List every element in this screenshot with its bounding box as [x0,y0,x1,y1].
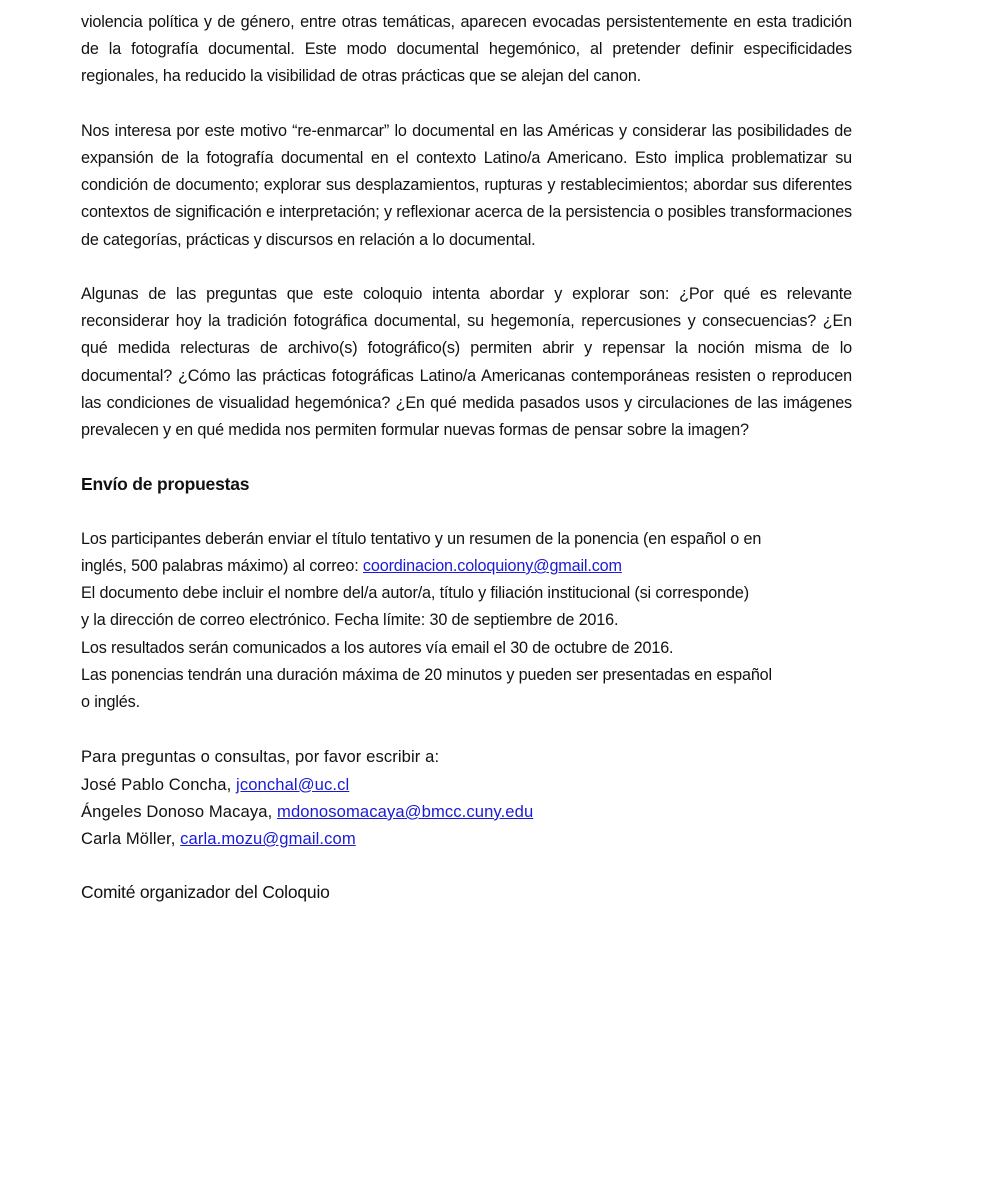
contact-email-link[interactable]: jconchal@uc.cl [236,774,350,794]
contacts-section [81,743,852,852]
paragraph-questions: Algunas de las preguntas que este coloquio intenta abordar y explorar son: ¿Por qué es relevante reconsiderar hoy la tradición fotográfica documental, su hegemonía, repercusiones y consecuencias? ¿En qué medida relecturas de archivo(s) fotográfico(s) permiten abrir y repensar la noción misma de lo documental? ¿Cómo las prácticas fotográficas Latino/a Americanas contemporáneas resisten o reproducen las condiciones de visualidad hegemónica? ¿En qué medida pasados usos y circulaciones de las imágenes prevalecen y en qué medida nos permiten formular nuevas formas de pensar sobre la imagen? [81,285,852,440]
signature: Comité organizador del Coloquio [81,882,330,903]
contact-entry [81,771,852,798]
contact-name: Ángeles Donoso Macaya, [81,801,278,821]
spacer [81,499,852,526]
coordination-email-link[interactable]: coordinacion.coloquiony@gmail.com [362,557,622,575]
spacer [81,444,852,471]
submission-line-deadline: y la dirección de correo electrónico. Fecha límite: 30 de septiembre de 2016. [81,611,619,630]
contact-name: José Pablo Concha, [81,774,237,794]
paragraph-reframing: Nos interesa por este motivo “re-enmarcar” lo documental en las Américas y considerar las posibilidades de expansión de la fotografía documental en el contexto Latino/a Americano. Esto implica problematizar su condición de documento; explorar sus desplazamientos, rupturas y restablecimientos; abordar sus diferentes contextos de significación e interpretación; y reflexionar acerca de la persistencia o posibles transformaciones de categorías, prácticas y discursos en relación a lo documental. [81,121,852,249]
contacts-intro: Para preguntas o consultas, por favor escribir a: [81,747,440,767]
spacer [81,716,852,743]
document-page [81,9,852,907]
contact-entry [81,825,852,852]
spacer [81,852,852,879]
submission-line: El documento debe incluir el nombre del/a autor/a, título y filiación institucional (si corresponde) [81,584,749,603]
submission-line-results: Los resultados serán comunicados a los autores vía email el 30 de octubre de 2016. [81,638,674,657]
contact-entry [81,798,852,825]
contact-email-link[interactable]: mdonosomacaya@bmcc.cuny.edu [277,801,534,821]
spacer [81,91,852,118]
spacer [81,254,852,281]
section-heading-submissions: Envío de propuestas [81,474,250,495]
contact-name: Carla Möller, [81,829,181,849]
submission-email-prefix: inglés, 500 palabras máximo) al correo: [81,557,363,575]
submission-details [81,526,852,716]
submission-line-duration: Las ponencias tendrán una duración máxima de 20 minutos y pueden ser presentadas en español [81,665,772,684]
submission-line: o inglés. [81,693,140,712]
contact-email-link[interactable]: carla.mozu@gmail.com [180,829,356,849]
paragraph-context: violencia política y de género, entre otras temáticas, aparecen evocadas persistentemente en esta tradición de la fotografía documental. Este modo documental hegemónico, al pretender definir especificidades regionales, ha reducido la visibilidad de otras prácticas que se alejan del canon. [81,13,852,86]
submission-line: Los participantes deberán enviar el título tentativo y un resumen de la ponencia (en español o en [81,529,762,548]
submission-line-email [81,553,852,580]
